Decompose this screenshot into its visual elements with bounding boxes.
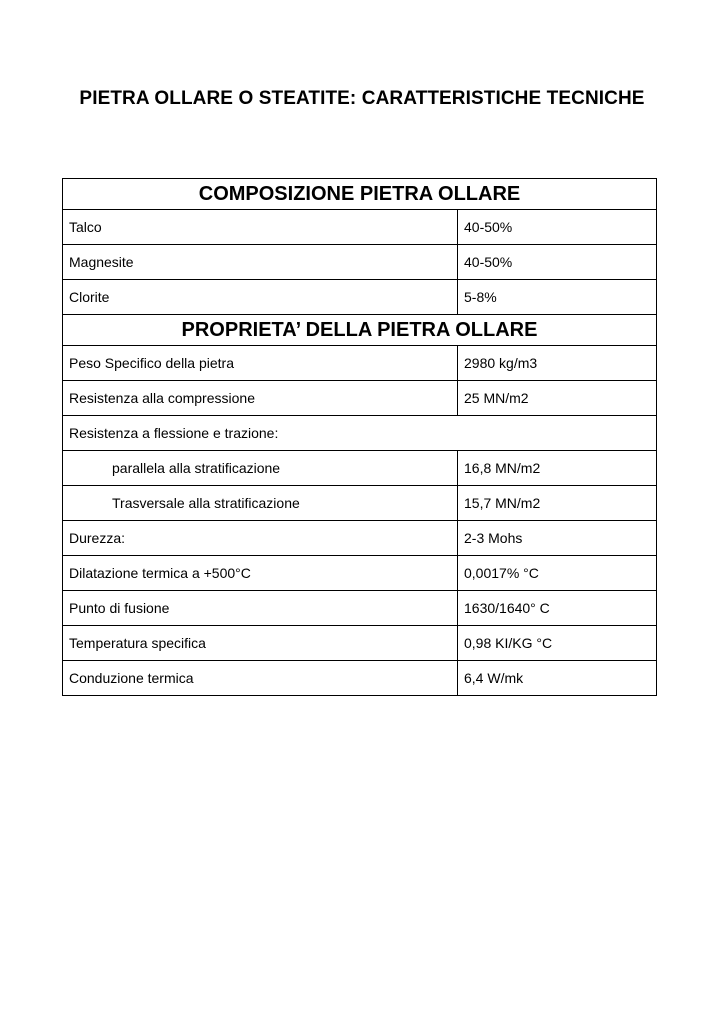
row-value: 5-8% [458,280,657,315]
table-row [63,556,657,591]
row-value: 1630/1640° C [458,591,657,626]
row-value: 0,0017% °C [458,556,657,591]
table-row [63,245,657,280]
row-label: Trasversale alla stratificazione [63,486,458,521]
table-row [63,486,657,521]
row-label: parallela alla stratificazione [63,451,458,486]
table-row [63,346,657,381]
row-value: 15,7 MN/m2 [458,486,657,521]
row-value: 25 MN/m2 [458,381,657,416]
row-label: Resistenza a flessione e trazione: [63,416,657,451]
row-value: 0,98 KI/KG °C [458,626,657,661]
row-label: Temperatura specifica [63,626,458,661]
row-value: 40-50% [458,245,657,280]
row-value: 6,4 W/mk [458,661,657,696]
table-row [63,416,657,451]
row-value: 40-50% [458,210,657,245]
table-row [63,626,657,661]
properties-heading: PROPRIETA’ DELLA PIETRA OLLARE [63,315,657,346]
row-label: Clorite [63,280,458,315]
table-row [63,661,657,696]
row-value: 2-3 Mohs [458,521,657,556]
composition-heading-row [63,179,657,210]
row-label: Durezza: [63,521,458,556]
composition-heading: COMPOSIZIONE PIETRA OLLARE [63,179,657,210]
row-label: Magnesite [63,245,458,280]
row-label: Peso Specifico della pietra [63,346,458,381]
row-label: Resistenza alla compressione [63,381,458,416]
table-row [63,280,657,315]
row-value: 16,8 MN/m2 [458,451,657,486]
document-title: PIETRA OLLARE O STEATITE: CARATTERISTICHE TECNICHE [79,88,645,109]
row-label: Talco [63,210,458,245]
table-row [63,210,657,245]
technical-specs-table [62,178,657,696]
row-label: Dilatazione termica a +500°C [63,556,458,591]
table-row [63,451,657,486]
table-row [63,521,657,556]
row-value: 2980 kg/m3 [458,346,657,381]
row-label: Punto di fusione [63,591,458,626]
table-row [63,381,657,416]
properties-heading-row [63,315,657,346]
row-label: Conduzione termica [63,661,458,696]
table-row [63,591,657,626]
